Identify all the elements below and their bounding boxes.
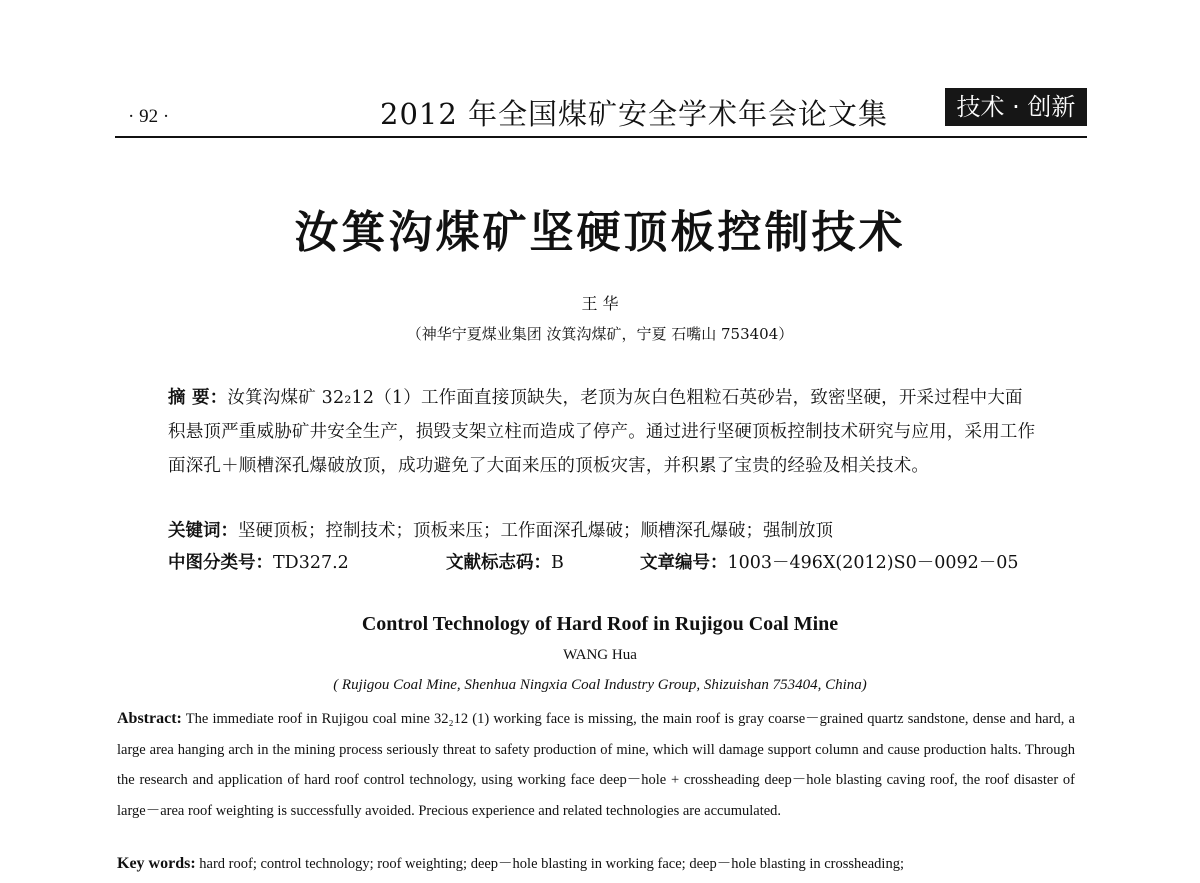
article-no-value: 1003－496X(2012)S0－0092－05 bbox=[727, 553, 1019, 573]
keywords-en bbox=[117, 852, 904, 873]
affiliation-cn: （神华宁夏煤业集团 汝箕沟煤矿，宁夏 石嘴山 753404） bbox=[406, 325, 794, 343]
paper-title-cn: 汝箕沟煤矿坚硬顶板控制技术 bbox=[294, 207, 906, 258]
header-rule bbox=[115, 136, 1087, 138]
abstract-en-label: Abstract: bbox=[117, 710, 182, 727]
keywords-cn-label: 关键词： bbox=[168, 521, 238, 541]
paper-title-en: Control Technology of Hard Roof in Rujigou Coal Mine bbox=[361, 613, 839, 635]
keywords-en-text: hard roof; control technology; roof weighting; deep－hole blasting in working face; deep－hole blasting in crossheading; bbox=[195, 856, 904, 872]
doc-code-field bbox=[446, 549, 564, 574]
clc-value: TD327.2 bbox=[273, 553, 349, 573]
abstract-cn-text: 汝箕沟煤矿 32₂12（1）工作面直接顶缺失，老顶为灰白色粗粒石英砂岩，致密坚硬，开采过程中大面积悬顶严重威胁矿井安全生产，损毁支架立柱而造成了停产。通过进行坚硬顶板控制技术研究与应用，采用工作面深孔＋顺槽深孔爆破放顶，成功避免了大面来压的顶板灾害，并积累了宝贵的经验及相关技术。 bbox=[168, 388, 1036, 476]
doc-code-value: B bbox=[551, 553, 564, 573]
abstract-en bbox=[117, 704, 1075, 826]
keywords-cn bbox=[168, 517, 833, 542]
clc-label: 中图分类号： bbox=[168, 553, 273, 573]
clc-field bbox=[168, 549, 349, 574]
page-number: · 92 · bbox=[128, 106, 170, 127]
article-no-field bbox=[640, 549, 1019, 574]
doc-code-label: 文献标志码： bbox=[446, 553, 551, 573]
keywords-en-label: Key words: bbox=[117, 855, 196, 872]
article-no-label: 文章编号： bbox=[640, 553, 728, 573]
author-en: WANG Hua bbox=[563, 647, 637, 663]
affiliation-en: ( Rujigou Coal Mine, Shenhua Ningxia Coal Industry Group, Shizuishan 753404, China) bbox=[333, 677, 867, 693]
author-cn: 王 华 bbox=[581, 294, 619, 313]
section-badge: 技术 · 创新 bbox=[945, 88, 1087, 126]
abstract-cn bbox=[168, 381, 1038, 483]
abstract-cn-label: 摘 要： bbox=[168, 388, 228, 408]
keywords-cn-text: 坚硬顶板；控制技术；顶板来压；工作面深孔爆破；顺槽深孔爆破；强制放顶 bbox=[238, 521, 833, 541]
running-title: 2012 年全国煤矿安全学术年会论文集 bbox=[380, 97, 889, 131]
abstract-en-text: The immediate roof in Rujigou coal mine 32₂12 (1) working face is missing, the main roof is gray coarse－grained quartz sandstone, dense and hard, a large area hanging arch in the mining process seriously threat to safety production of mine, which will damage support column and cause production halts. Through the research and application of hard roof control technology, using working face deep－hole + crossheading deep－hole blasting caving roof, the roof disaster of large－area roof weighting is successfully avoided. Precious experience and related technologies are accumulated. bbox=[117, 711, 1075, 819]
